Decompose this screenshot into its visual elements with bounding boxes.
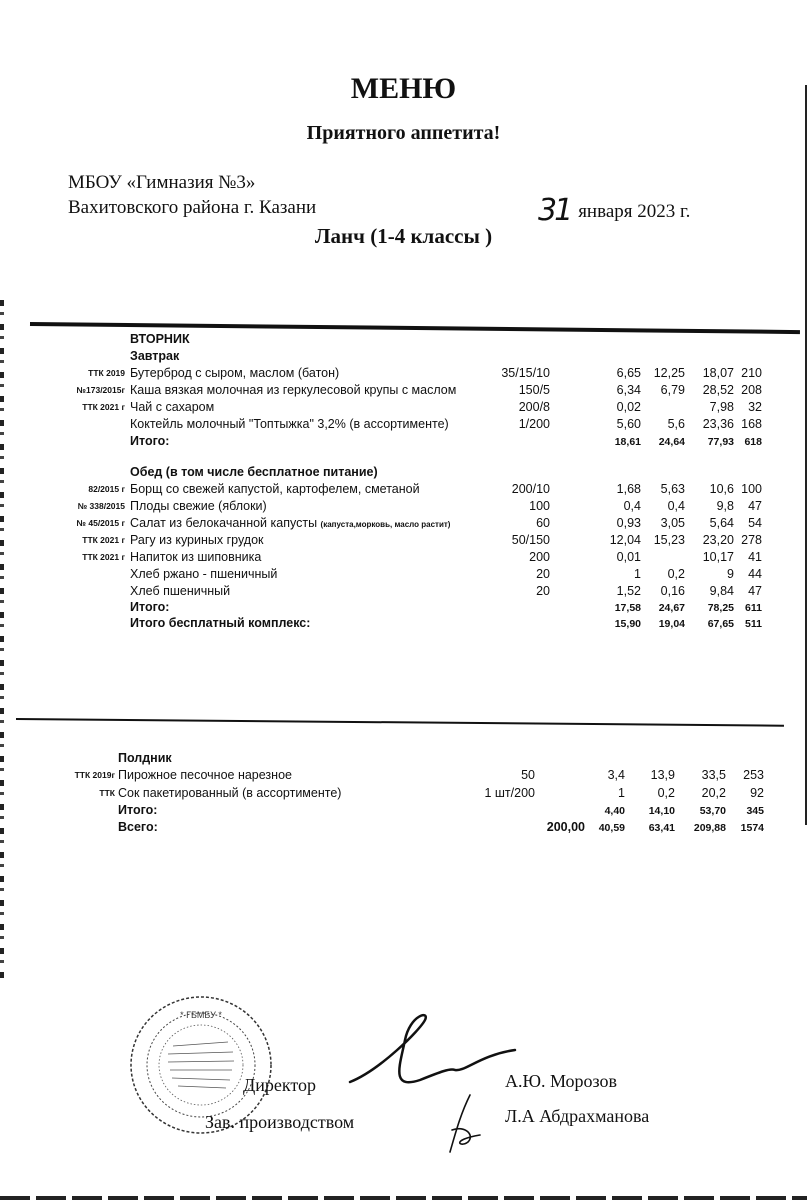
table-row [0,550,807,567]
fat-total: 14,10 [648,805,675,817]
portion: 1/200 [518,417,550,431]
table-row [0,417,807,434]
table-row [0,482,807,499]
dish-name: Рагу из куриных грудок [130,533,264,547]
portion: 1 шт/200 [484,786,535,800]
fat: 6,79 [660,383,685,397]
breakfast-total-row [0,434,807,451]
recipe-code: №173/2015г [76,385,125,395]
total-label: Итого: [130,434,170,448]
protein-total: 17,58 [614,602,641,614]
calories: 54 [748,516,762,530]
dish-name-text: Салат из белокачанной капусты [130,516,318,530]
recipe-code: ТТК 2021 г [82,535,125,545]
calories-total: 511 [745,618,762,630]
portion: 20 [536,584,550,598]
total-label: Итого: [118,803,158,817]
table-row [0,786,807,803]
calories: 92 [750,786,764,800]
protein: 5,60 [616,417,641,431]
portion: 50/150 [511,533,550,547]
table-row [0,366,807,383]
protein: 0,02 [616,400,641,414]
grams-total: 200,00 [546,820,585,834]
day-heading-row [0,332,807,349]
carbs: 9 [727,567,734,581]
lunch-total-row [0,600,807,617]
table-row [0,768,807,785]
director-signature-icon [330,1010,520,1100]
table-row [0,499,807,516]
recipe-code: ТТК 2021 г [82,402,125,412]
portion: 35/15/10 [501,366,550,380]
table-row [0,400,807,417]
dish-name: Плоды свежие (яблоки) [130,499,267,513]
page-subtitle: Приятного аппетита! [306,122,501,144]
lunch-heading: Обед (в том числе бесплатное питание) [130,465,378,479]
fat: 15,23 [653,533,685,547]
director-name: А.Ю. Морозов [505,1071,618,1091]
calories: 47 [748,584,762,598]
lunch-heading-row [0,465,807,482]
dish-name: Борщ со свежей капустой, картофелем, сметаной [130,482,420,496]
calories: 168 [741,417,762,431]
protein: 3,4 [607,768,625,782]
dish-name: Сок пакетированный (в ассортименте) [118,786,342,800]
divider-middle [16,718,784,727]
calories: 208 [741,383,762,397]
organization-district: Вахитовского района г. Казани [68,197,317,218]
portion: 150/5 [518,383,550,397]
calories: 41 [748,550,762,564]
calories: 210 [741,366,762,380]
svg-text:* ГБМБУ *: * ГБМБУ * [180,1010,222,1020]
carbs: 33,5 [701,768,726,782]
day-heading: ВТОРНИК [130,332,190,346]
portion: 200/10 [511,482,550,496]
protein: 0,01 [616,550,641,564]
calories: 278 [741,533,762,547]
carbs-total: 209,88 [693,822,726,834]
date-day-handwritten: 31 [538,193,571,228]
dish-name: Бутерброд с сыром, маслом (батон) [130,366,340,380]
carbs: 10,6 [709,482,734,496]
free-complex-total-row [0,616,807,633]
portion: 200/8 [518,400,550,414]
fat-total: 63,41 [648,822,675,834]
table-row [0,533,807,550]
total-label: Итого: [130,600,170,614]
organization-name: МБОУ «Гимназия №3» [68,172,256,193]
date-month-year: января 2023 г. [578,201,691,222]
production-manager-title: Зав. производством [205,1112,355,1132]
carbs-total: 78,25 [707,602,734,614]
snack-heading: Полдник [118,751,172,765]
recipe-code: № 338/2015 [77,501,125,511]
fat-total: 24,64 [658,436,685,448]
fat: 0,4 [667,499,685,513]
portion: 100 [529,499,550,513]
menu-date [538,190,691,228]
carbs: 23,36 [702,417,734,431]
portion: 60 [536,516,550,530]
recipe-code: ТТК [99,788,115,798]
dish-ingredients-note: (капуста,морковь, масло растит) [320,520,451,529]
portion: 50 [521,768,535,782]
protein: 12,04 [609,533,641,547]
fat: 3,05 [660,516,685,530]
calories: 32 [748,400,762,414]
carbs-total: 67,65 [707,618,734,630]
calories-total: 618 [744,436,762,448]
protein-total: 40,59 [598,822,625,834]
dish-name: Каша вязкая молочная из геркулесовой крупы с маслом [130,383,457,397]
fat: 12,25 [653,366,685,380]
carbs: 18,07 [702,366,734,380]
calories: 253 [743,768,764,782]
calories: 47 [748,499,762,513]
table-row [0,516,807,533]
dish-name: Хлеб ржано - пшеничный [130,567,278,581]
free-total-label: Итого бесплатный комплекс: [130,616,311,630]
breakfast-heading: Завтрак [130,349,180,363]
calories-total: 345 [746,805,764,817]
protein: 1 [618,786,625,800]
protein: 1,52 [616,584,641,598]
fat: 0,2 [667,567,685,581]
dish-name: Пирожное песочное нарезное [118,768,292,782]
dish-name: Чай с сахаром [130,400,215,414]
snack-total-row [0,803,807,820]
protein: 1 [634,567,641,581]
director-title: Директор [243,1075,317,1095]
protein-total: 18,61 [614,436,641,448]
carbs: 20,2 [701,786,726,800]
protein-total: 4,40 [604,805,625,817]
carbs: 23,20 [702,533,734,547]
fat: 0,2 [657,786,675,800]
breakfast-heading-row [0,349,807,366]
fat: 13,9 [650,768,675,782]
protein: 0,4 [623,499,641,513]
dish-name [130,516,450,530]
carbs: 7,98 [709,400,734,414]
fat-total: 24,67 [658,602,685,614]
fat: 5,6 [667,417,685,431]
table-row [0,584,807,601]
protein: 1,68 [616,482,641,496]
carbs: 9,8 [716,499,734,513]
meal-title: Ланч (1-4 классы ) [314,224,493,248]
dish-name: Напиток из шиповника [130,550,262,564]
portion: 200 [529,550,550,564]
recipe-code: ТТК 2019 [88,368,125,378]
recipe-code: ТТК 2019г [74,770,115,780]
dish-name: Коктейль молочный "Топтыжка" 3,2% (в ассортименте) [130,417,449,431]
protein: 6,34 [616,383,641,397]
calories: 44 [748,567,762,581]
portion: 20 [536,567,550,581]
fat: 5,63 [660,482,685,496]
recipe-code: 82/2015 г [88,484,125,494]
fat: 0,16 [660,584,685,598]
grand-total-label: Всего: [118,820,158,834]
table-row [0,383,807,400]
carbs: 5,64 [709,516,734,530]
calories-total: 1574 [740,822,764,834]
carbs-total: 53,70 [699,805,726,817]
dish-name: Хлеб пшеничный [130,584,231,598]
calories-total: 611 [745,602,762,614]
carbs: 9,84 [709,584,734,598]
scan-edge-bottom [0,1196,807,1200]
protein: 0,93 [616,516,641,530]
protein: 6,65 [616,366,641,380]
carbs: 28,52 [702,383,734,397]
recipe-code: № 45/2015 г [76,518,125,528]
carbs: 10,17 [702,550,734,564]
snack-heading-row [0,751,807,768]
production-manager-name: Л.А Абдрахманова [505,1106,650,1126]
fat-total: 19,04 [658,618,685,630]
table-row [0,567,807,584]
production-manager-signature-icon [440,1090,500,1160]
protein-total: 15,90 [614,618,641,630]
carbs-total: 77,93 [707,436,734,448]
calories: 100 [741,482,762,496]
page-title: МЕНЮ [350,72,457,105]
recipe-code: ТТК 2021 г [82,552,125,562]
grand-total-row [0,820,807,837]
